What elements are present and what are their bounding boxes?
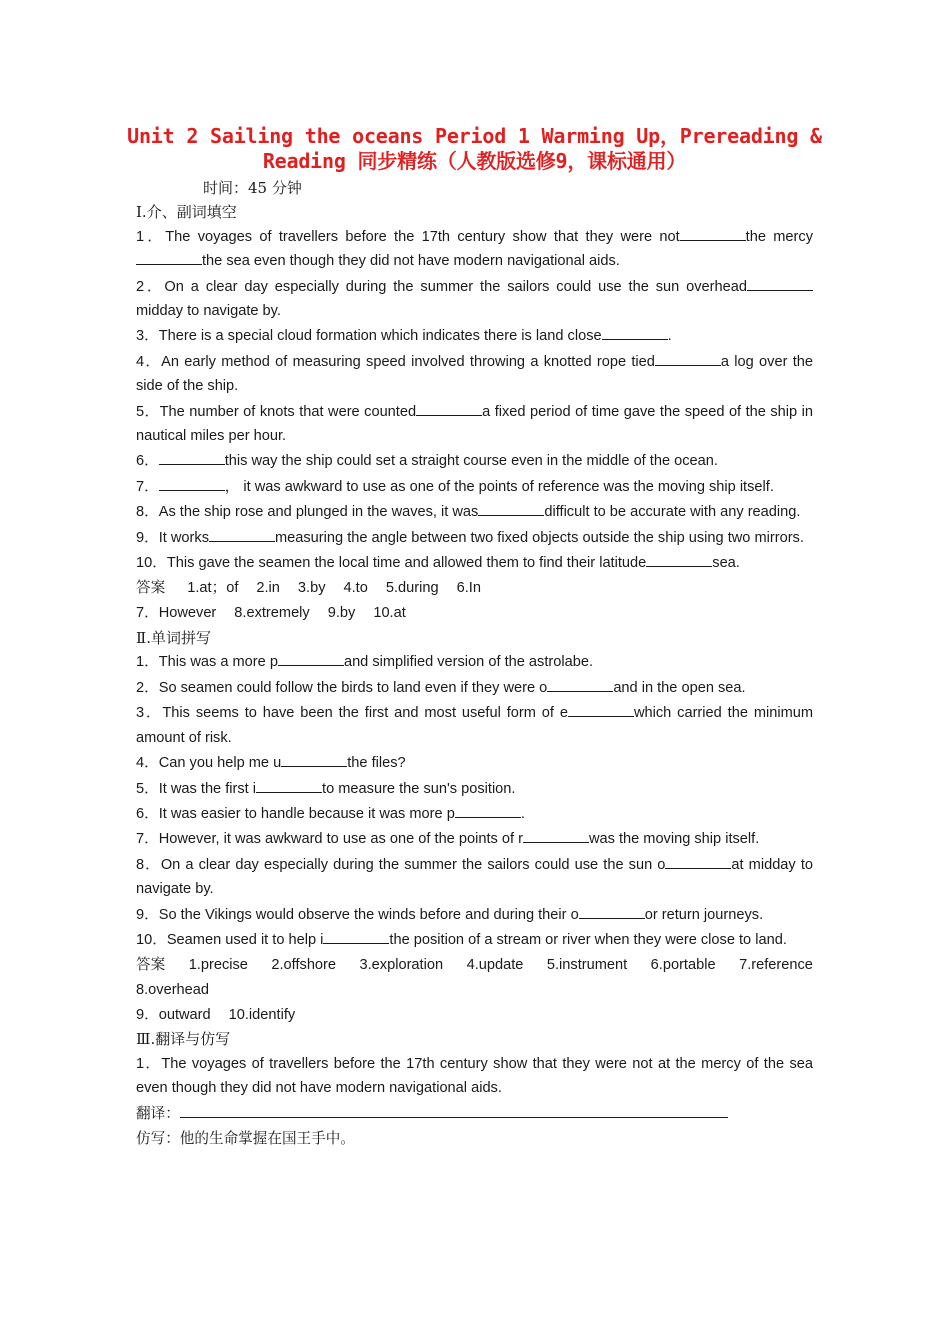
question-number: 2． <box>136 278 165 295</box>
question-text-after-blank: the files? <box>347 755 406 772</box>
section-2-heading: Ⅱ.单词拼写 <box>136 628 211 647</box>
question-text-after-blank: and simplified version of the astrolabe. <box>343 654 593 671</box>
answer-item: 6.portable <box>650 957 716 974</box>
answer-blank[interactable] <box>256 779 322 793</box>
answer-blank[interactable] <box>323 930 389 944</box>
answer-item: 1.at；of <box>187 580 239 597</box>
question-text-after-blank: and in the open sea. <box>613 679 746 696</box>
question-number: 8． <box>136 856 161 873</box>
question-text-after-blank: midday to navigate by. <box>136 303 281 320</box>
question-text-after-blank: or return journeys. <box>644 906 764 923</box>
question-text-after-blank: at midday to navigate by. <box>136 856 813 898</box>
question-number: 2． <box>136 679 159 696</box>
answer-blank[interactable] <box>281 753 347 767</box>
section-2-answers-line-2 <box>136 978 813 1003</box>
question-3 <box>136 701 813 750</box>
question-7 <box>136 475 813 499</box>
section-3-heading: Ⅲ.翻译与仿写 <box>136 1030 231 1049</box>
answer-blank[interactable] <box>416 402 482 416</box>
question-text-before-blank: As the ship rose and plunged in the waves, it was <box>158 504 479 521</box>
answer-item: 10.identify <box>228 1006 296 1023</box>
question-text-after-blank: was the moving ship itself. <box>588 831 760 848</box>
answer-blank[interactable] <box>747 277 813 291</box>
section-1-answers-line-1 <box>136 576 813 601</box>
question-number: 1． <box>136 228 166 245</box>
question-text-before-blank: So the Vikings would observe the winds before and during their o <box>158 906 579 923</box>
answer-item: 3.exploration <box>359 957 444 974</box>
question-text-before-blank: Can you help me u <box>158 755 282 772</box>
answer-item: 2.in <box>256 580 280 597</box>
answer-blank[interactable] <box>159 451 225 465</box>
answer-blank[interactable] <box>665 855 731 869</box>
answer-blank[interactable] <box>680 227 746 241</box>
page-title: Unit 2 Sailing the oceans Period 1 Warming Up，Prereading & Reading 同步精练（人教版选修9，课标通用） <box>127 124 822 173</box>
question-text-before-blank: So seamen could follow the birds to land even if they were o <box>158 679 548 696</box>
question-4 <box>136 350 813 399</box>
answer-blank[interactable] <box>523 829 589 843</box>
answer-blank[interactable] <box>478 502 544 516</box>
question-text-before-blank: There is a special cloud formation which indicates there is land close <box>158 328 602 345</box>
answer-blank[interactable] <box>547 678 613 692</box>
question-5 <box>136 400 813 449</box>
question-number: 3． <box>136 705 163 722</box>
question-number: 10． <box>136 555 167 572</box>
answer-blank[interactable] <box>209 528 275 542</box>
answer-item: 1.precise <box>188 957 248 974</box>
question-text-before-blank: An early method of measuring speed involved throwing a knotted rope tied <box>161 353 655 370</box>
question-text-after-blank: which carried the minimum amount of risk. <box>136 705 814 746</box>
section-1-heading: Ⅰ.介、副词填空 <box>136 203 237 221</box>
question-2 <box>136 275 813 324</box>
question-text-before-blank: It was easier to handle because it was more p <box>158 805 455 822</box>
answer-item: 5.during <box>385 580 439 597</box>
section-1-questions <box>136 225 813 576</box>
answer-item: 3.by <box>297 580 326 597</box>
question-text-after-blank: . <box>667 328 672 345</box>
question-6 <box>136 802 813 826</box>
question-number: 9． <box>136 906 159 923</box>
section-3-question-1 <box>136 1052 813 1101</box>
question-text-after-blank: a log over the side of the ship. <box>136 353 814 395</box>
question-text-before-blank: The voyages of travellers before the 17th century show that they were not <box>165 228 680 245</box>
question-1 <box>136 225 813 274</box>
section-2-answers-line-1 <box>136 953 813 978</box>
question-text-after-blank: to measure the sun's position. <box>322 780 516 797</box>
question-1 <box>136 650 813 674</box>
question-number: 5． <box>136 780 159 797</box>
answer-blank[interactable] <box>579 905 645 919</box>
question-text-before-blank: This seems to have been the first and most useful form of e <box>162 705 568 722</box>
answer-blank[interactable] <box>568 703 634 717</box>
question-text-after-blank: ， it was awkward to use as one of the points of reference was the moving ship itself. <box>224 478 774 495</box>
translate-label: 翻译： <box>136 1104 180 1122</box>
answer-item: 4.update <box>466 957 524 974</box>
question-text-after-blank: difficult to be accurate with any reading. <box>544 504 801 521</box>
question-number: 10． <box>136 931 167 948</box>
section-2-questions <box>136 650 813 952</box>
question-number: 1． <box>136 1055 162 1072</box>
question-number: 3． <box>136 328 159 345</box>
answer-label: 答案 <box>136 579 166 597</box>
answer-item: 10.at <box>373 605 406 622</box>
question-number: 5． <box>136 403 160 420</box>
answer-blank[interactable] <box>278 652 344 666</box>
question-text-before-blank: It works <box>158 529 209 546</box>
translate-row <box>136 1102 813 1126</box>
question-text-after-blank: the position of a stream or river when they were close to land. <box>389 931 787 948</box>
question-text: The voyages of travellers before the 17th century show that they were not at the mercy of the sea even though they did not have modern navigational aids. <box>136 1055 813 1097</box>
section-2-answers-line-3 <box>136 1003 813 1028</box>
question-text-after-blank: the mercy <box>745 228 813 245</box>
question-2 <box>136 676 813 700</box>
question-text-before-blank: However, it was awkward to use as one of the points of r <box>158 831 523 848</box>
question-number: 7． <box>136 478 159 495</box>
question-6 <box>136 449 813 473</box>
question-text-before-blank: It was the first i <box>158 780 257 797</box>
question-number: 6． <box>136 453 159 470</box>
section-1-answers-line-2 <box>136 601 813 626</box>
question-text-before-blank: On a clear day especially during the summer the sailors could use the sun o <box>160 856 666 873</box>
question-3 <box>136 324 813 348</box>
question-8 <box>136 500 813 524</box>
imitate-label: 仿写： <box>136 1130 180 1148</box>
question-text-after-blank: a fixed period of time gave the speed of the ship in nautical miles per hour. <box>136 403 813 445</box>
imitate-row <box>136 1127 813 1151</box>
question-8 <box>136 853 813 902</box>
question-number: 9． <box>136 529 159 546</box>
answer-item: 9.by <box>327 605 356 622</box>
answer-blank[interactable] <box>646 553 712 567</box>
answer-item: 2.offshore <box>271 957 337 974</box>
time-limit: 时间：45 分钟 <box>203 179 302 197</box>
question-4 <box>136 751 813 775</box>
answer-blank[interactable] <box>136 251 202 265</box>
answer-item: 7．However <box>136 605 217 622</box>
question-number: 8． <box>136 504 159 521</box>
answer-item: 5.instrument <box>546 957 628 974</box>
question-number: 7． <box>136 831 159 848</box>
question-text-after-blank: . <box>520 805 525 822</box>
answer-label: 答案 <box>136 956 166 974</box>
answer-blank[interactable] <box>455 804 521 818</box>
question-text-before-blank: The number of knots that were counted <box>159 403 417 420</box>
answer-blank[interactable] <box>602 326 668 340</box>
question-number: 6． <box>136 805 159 822</box>
translate-answer-line[interactable] <box>180 1103 728 1118</box>
question-text-after-blank: measuring the angle between two fixed objects outside the ship using two mirrors. <box>275 529 804 546</box>
question-text-after-blank-2: the sea even though they did not have modern navigational aids. <box>202 253 620 270</box>
question-10 <box>136 551 813 575</box>
question-number: 4． <box>136 755 159 772</box>
question-text-after-blank: this way the ship could set a straight course even in the middle of the ocean. <box>224 453 718 470</box>
document-content <box>127 124 822 1153</box>
question-text-before-blank: This was a more p <box>158 654 278 671</box>
question-text-before-blank: This gave the seamen the local time and allowed them to find their latitude <box>166 555 647 572</box>
question-number: 1． <box>136 654 159 671</box>
question-number: 4． <box>136 353 162 370</box>
answer-blank[interactable] <box>159 477 225 491</box>
answer-item: 4.to <box>343 580 368 597</box>
answer-item: 8.extremely <box>234 605 310 622</box>
answer-item: 9．outward <box>136 1006 211 1023</box>
question-text-before-blank: Seamen used it to help i <box>166 931 324 948</box>
question-5 <box>136 777 813 801</box>
question-text-after-blank: sea. <box>712 555 740 572</box>
answer-item: 7.reference <box>739 957 813 974</box>
answer-blank[interactable] <box>655 352 721 366</box>
answer-item: 6.In <box>456 580 481 597</box>
question-9 <box>136 903 813 927</box>
answer-item: 8.overhead <box>136 981 210 998</box>
imitate-prompt: 他的生命掌握在国王手中。 <box>179 1130 355 1148</box>
question-7 <box>136 827 813 851</box>
question-10 <box>136 928 813 952</box>
question-9 <box>136 526 813 550</box>
question-text-before-blank: On a clear day especially during the summer the sailors could use the sun overhead <box>164 278 748 295</box>
